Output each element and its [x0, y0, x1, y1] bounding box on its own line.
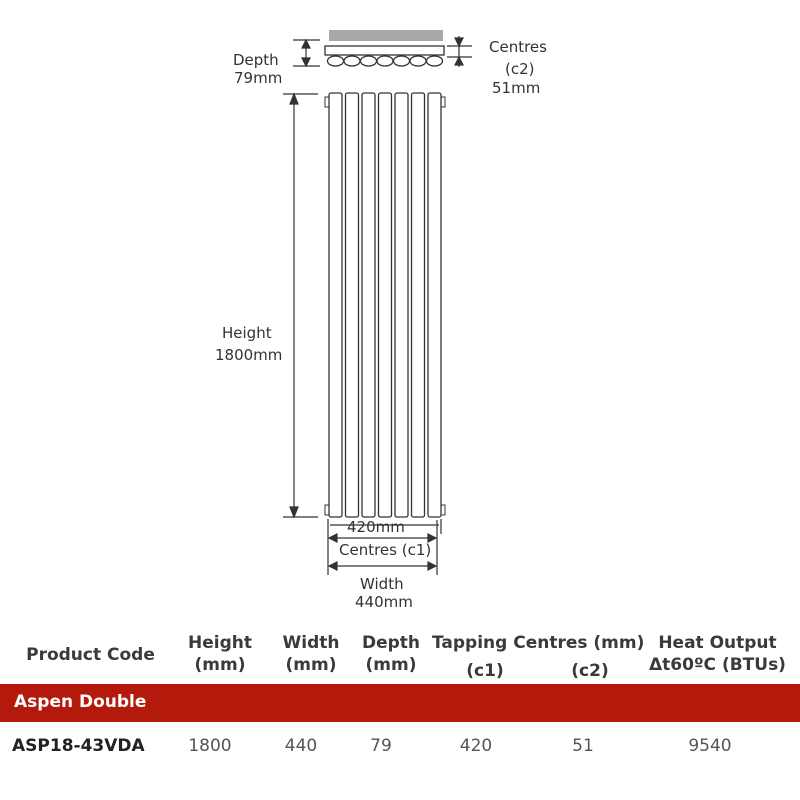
front-view [325, 93, 445, 517]
tube-ovals [328, 56, 443, 66]
inner-width-value: 420mm [347, 518, 405, 536]
width-label: Width [360, 575, 404, 593]
tube-oval [410, 56, 426, 66]
wall-bar [329, 30, 443, 41]
row-product-code: ASP18-43VDA [12, 736, 145, 756]
radiator-column [412, 93, 425, 517]
header-width-unit: (mm) [285, 655, 337, 675]
header-height-unit: (mm) [194, 655, 246, 675]
height-label: Height [222, 324, 272, 342]
header-product-code: Product Code [26, 645, 155, 665]
header-heat-output [640, 632, 795, 676]
centres-c2-dimension [447, 36, 472, 67]
header-height-label: Height [188, 633, 252, 653]
centres-c2-label: Centres [489, 38, 547, 56]
header-heat-label: Heat Output [658, 633, 777, 653]
radiator-column [428, 93, 441, 517]
group-title: Aspen Double [14, 692, 147, 712]
tube-oval [394, 56, 410, 66]
radiator-columns [329, 93, 441, 517]
header-tapping-centres: Tapping Centres (mm) [432, 633, 645, 653]
depth-value: 79mm [234, 69, 283, 87]
depth-dimension [293, 40, 320, 66]
header-heat-unit: Δt60ºC (BTUs) [649, 655, 786, 675]
radiator-column [379, 93, 392, 517]
radiator-column [346, 93, 359, 517]
header-depth-unit: (mm) [365, 655, 417, 675]
tube-oval [361, 56, 377, 66]
row-height: 1800 [188, 736, 232, 756]
header-depth-label: Depth [361, 633, 421, 653]
radiator-column [395, 93, 408, 517]
centres-c2-value: 51mm [492, 79, 541, 97]
radiator-column [329, 93, 342, 517]
top-view [325, 30, 444, 66]
depth-label: Depth [233, 51, 279, 69]
tube-oval [344, 56, 360, 66]
top-view-frame [325, 46, 444, 55]
tube-oval [328, 56, 344, 66]
height-dimension [283, 94, 318, 517]
header-c1: (c1) [466, 661, 504, 681]
header-width [271, 632, 351, 676]
tube-oval [427, 56, 443, 66]
radiator-column [362, 93, 375, 517]
height-value: 1800mm [215, 346, 283, 364]
header-c2: (c2) [571, 661, 609, 681]
group-title-band [0, 684, 800, 722]
row-c2: 51 [572, 736, 594, 756]
header-depth [351, 632, 431, 676]
centres-c2-label-suffix: (c2) [505, 60, 535, 78]
width-dimension [329, 562, 436, 570]
centres-c1-label: Centres (c1) [339, 541, 432, 559]
header-width-label: Width [282, 633, 340, 653]
row-heat-output: 9540 [688, 736, 732, 756]
row-width: 440 [284, 736, 318, 756]
width-value: 440mm [355, 593, 413, 611]
row-c1: 420 [459, 736, 493, 756]
row-depth: 79 [370, 736, 392, 756]
header-height [180, 632, 260, 676]
tube-oval [377, 56, 393, 66]
